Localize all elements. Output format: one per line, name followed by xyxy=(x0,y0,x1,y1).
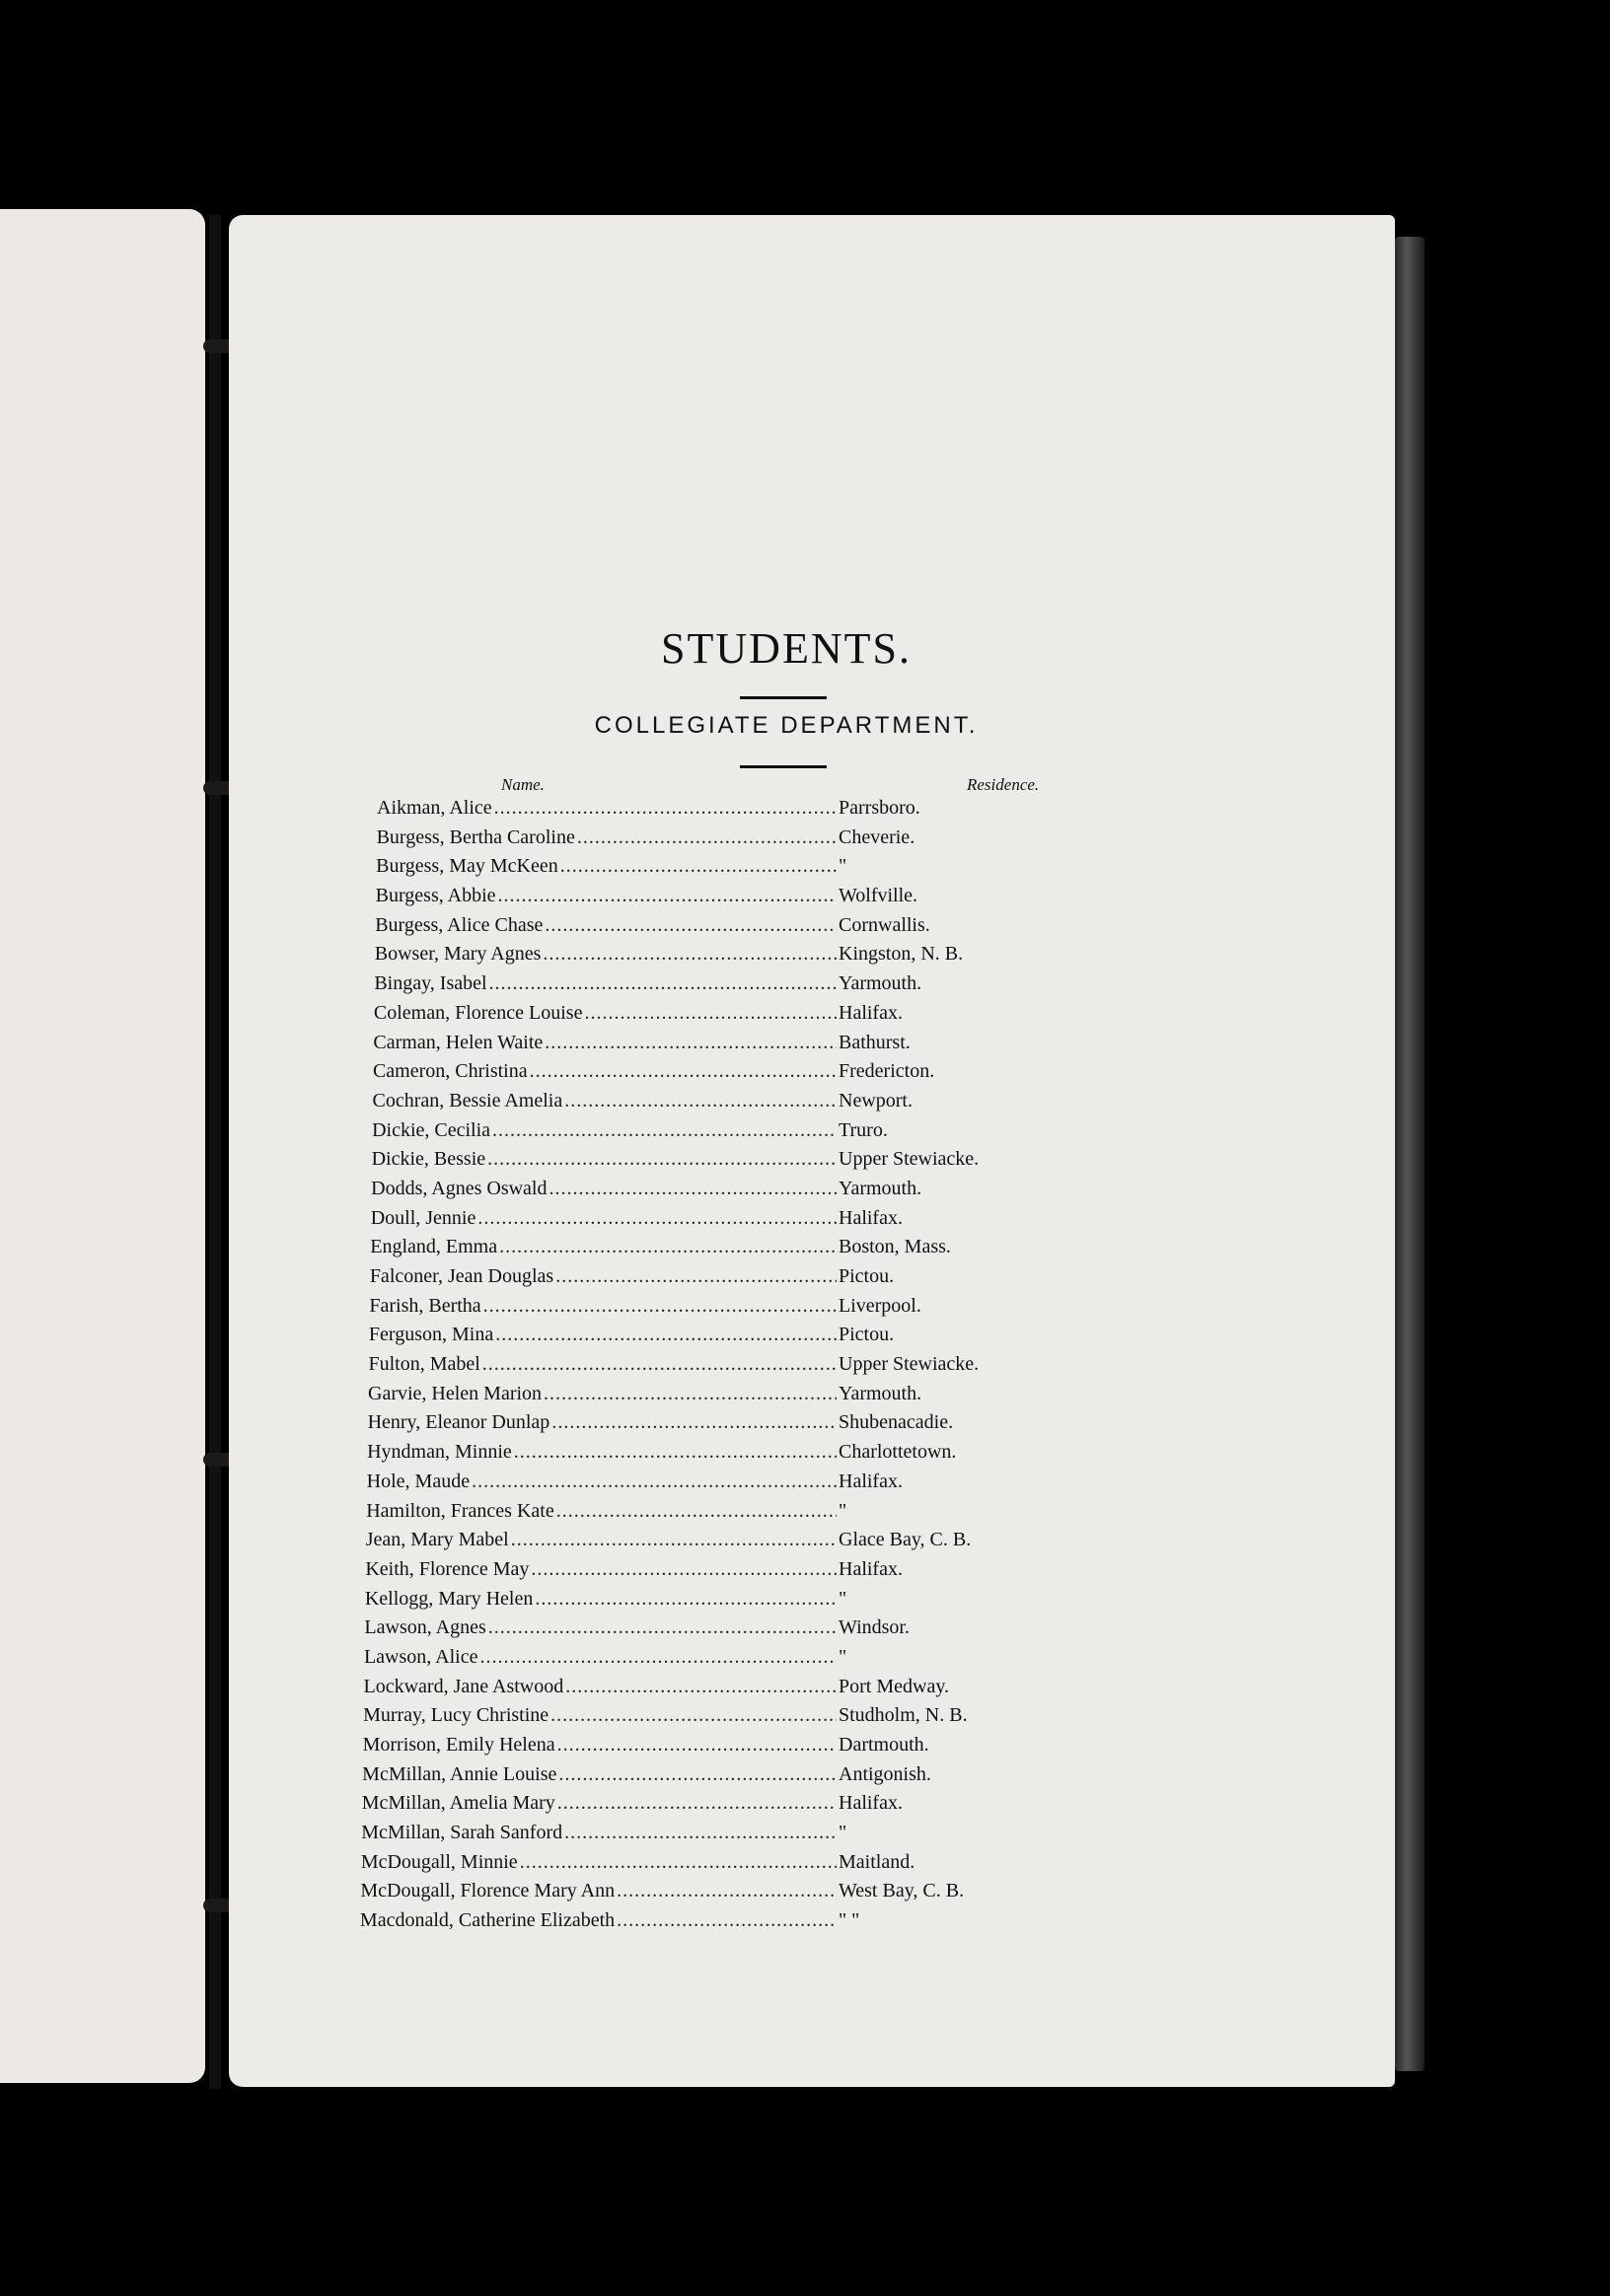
list-item xyxy=(370,1236,1067,1265)
student-name: Farish, Bertha xyxy=(369,1294,481,1317)
student-residence: Shubenacadie. xyxy=(839,1411,954,1434)
student-name: Burgess, May McKeen xyxy=(376,855,558,878)
student-residence: Parrsboro. xyxy=(839,797,920,819)
list-item xyxy=(364,1646,1067,1676)
student-name: Jean, Mary Mabel xyxy=(365,1529,509,1551)
list-item xyxy=(370,1265,1067,1295)
dot-leader xyxy=(584,1002,837,1025)
student-name: Fulton, Mabel xyxy=(368,1353,480,1376)
dot-leader xyxy=(555,1265,837,1288)
student-residence: Fredericton. xyxy=(839,1060,935,1083)
dot-leader xyxy=(495,1324,837,1346)
student-name: McMillan, Amelia Mary xyxy=(361,1792,555,1815)
student-residence: " " xyxy=(839,1909,860,1932)
name-column-header: Name. xyxy=(501,775,545,794)
list-item xyxy=(364,1616,1067,1646)
student-residence: Halifax. xyxy=(839,1557,903,1580)
dot-leader xyxy=(565,1676,837,1698)
dot-leader xyxy=(520,1851,837,1874)
dot-leader xyxy=(551,1411,837,1434)
dot-leader xyxy=(535,1588,837,1611)
list-item xyxy=(375,914,1067,944)
student-name: Doull, Jennie xyxy=(370,1206,476,1229)
page-edge-stack xyxy=(1395,237,1425,2071)
student-residence: West Bay, C. B. xyxy=(839,1880,965,1902)
dot-leader xyxy=(483,1295,837,1318)
dot-leader xyxy=(477,1207,837,1230)
student-residence: " xyxy=(839,1587,847,1610)
dot-leader xyxy=(550,1704,837,1727)
student-name: Burgess, Alice Chase xyxy=(375,913,544,936)
list-item xyxy=(368,1411,1067,1441)
student-name: Burgess, Bertha Caroline xyxy=(376,825,575,848)
dot-leader xyxy=(558,1763,837,1786)
list-item xyxy=(364,1676,1068,1705)
student-name: Hyndman, Minnie xyxy=(367,1441,512,1464)
list-item xyxy=(363,1704,1067,1734)
dot-leader xyxy=(530,1060,837,1083)
student-name: Kellogg, Mary Helen xyxy=(364,1587,534,1610)
list-item xyxy=(361,1851,1067,1881)
student-list xyxy=(359,797,1067,1939)
student-residence: " xyxy=(839,1499,847,1522)
dot-leader xyxy=(543,943,837,966)
student-name: Hamilton, Frances Kate xyxy=(366,1499,554,1522)
student-name: Lawson, Agnes xyxy=(364,1616,486,1639)
student-residence: Charlottetown. xyxy=(839,1441,957,1464)
list-item xyxy=(361,1822,1067,1851)
student-residence: Halifax. xyxy=(839,1001,903,1024)
list-item xyxy=(363,1734,1067,1763)
dot-leader xyxy=(492,1119,837,1142)
list-item xyxy=(372,1119,1067,1149)
student-residence: Windsor. xyxy=(839,1616,910,1639)
student-residence: Truro. xyxy=(839,1118,888,1141)
student-residence: Kingston, N. B. xyxy=(839,943,964,966)
list-item xyxy=(369,1324,1067,1353)
list-item xyxy=(368,1353,1067,1383)
dot-leader xyxy=(494,797,837,820)
title-rule xyxy=(740,696,827,699)
dot-leader xyxy=(556,1500,837,1523)
list-item xyxy=(374,1002,1067,1032)
student-name: Cameron, Christina xyxy=(372,1060,528,1083)
student-residence: Wolfville. xyxy=(839,885,918,907)
student-name: Garvie, Helen Marion xyxy=(368,1382,543,1404)
student-residence: Dartmouth. xyxy=(839,1734,929,1756)
dot-leader xyxy=(531,1558,837,1581)
list-item xyxy=(376,855,1067,885)
student-residence: Cornwallis. xyxy=(839,913,930,936)
student-name: Dickie, Bessie xyxy=(371,1148,486,1171)
dot-leader xyxy=(577,826,837,849)
student-name: Dodds, Agnes Oswald xyxy=(371,1177,548,1199)
dot-leader xyxy=(482,1353,837,1376)
dot-leader xyxy=(549,1178,838,1200)
student-name: Hole, Maude xyxy=(366,1470,471,1492)
student-name: Ferguson, Mina xyxy=(368,1324,494,1346)
student-name: England, Emma xyxy=(370,1236,498,1258)
list-item xyxy=(360,1909,1067,1939)
page-title: STUDENTS. xyxy=(661,624,912,673)
student-name: Carman, Helen Waite xyxy=(373,1031,544,1053)
student-name: Dickie, Cecilia xyxy=(372,1118,491,1141)
student-residence: Yarmouth. xyxy=(839,972,922,995)
department-rule xyxy=(740,765,827,768)
dot-leader xyxy=(564,1822,837,1844)
student-residence: Cheverie. xyxy=(839,825,915,848)
student-name: McDougall, Minnie xyxy=(360,1850,518,1873)
student-residence: " xyxy=(839,1822,847,1844)
dot-leader xyxy=(544,1383,837,1405)
student-name: Bowser, Mary Agnes xyxy=(374,943,542,966)
student-name: Lawson, Alice xyxy=(363,1645,478,1668)
student-name: Aikman, Alice xyxy=(377,797,492,819)
dot-leader xyxy=(472,1471,837,1493)
student-residence: Boston, Mass. xyxy=(839,1236,951,1258)
student-name: Lockward, Jane Astwood xyxy=(363,1675,564,1697)
student-name: Morrison, Emily Helena xyxy=(362,1734,555,1756)
list-item xyxy=(375,943,1067,972)
student-name: Burgess, Abbie xyxy=(375,885,496,907)
list-item xyxy=(371,1178,1067,1207)
list-item xyxy=(373,1032,1067,1061)
student-residence: " xyxy=(839,855,847,878)
list-item xyxy=(371,1207,1067,1237)
student-residence: Upper Stewiacke. xyxy=(839,1353,980,1376)
residence-column-header: Residence. xyxy=(967,775,1040,794)
dot-leader xyxy=(488,1616,837,1639)
student-residence: Liverpool. xyxy=(839,1294,921,1317)
list-item xyxy=(367,1441,1067,1471)
list-item xyxy=(377,797,1067,826)
student-name: McMillan, Annie Louise xyxy=(362,1762,557,1785)
list-item xyxy=(365,1588,1067,1617)
student-residence: Glace Bay, C. B. xyxy=(839,1529,972,1551)
list-item xyxy=(366,1529,1067,1558)
list-item xyxy=(366,1500,1067,1530)
student-name: McDougall, Florence Mary Ann xyxy=(360,1880,616,1902)
dot-leader xyxy=(479,1646,837,1669)
dot-leader xyxy=(514,1441,837,1464)
dot-leader xyxy=(545,1032,837,1054)
dot-leader xyxy=(557,1792,837,1815)
dot-leader xyxy=(511,1529,837,1551)
dot-leader xyxy=(489,972,837,995)
student-residence: " xyxy=(839,1645,847,1668)
dot-leader xyxy=(617,1880,837,1902)
student-name: Coleman, Florence Louise xyxy=(373,1001,583,1024)
dot-leader xyxy=(545,914,837,937)
student-residence: Yarmouth. xyxy=(839,1177,922,1199)
list-item xyxy=(377,826,1067,856)
list-item xyxy=(360,1880,1067,1909)
list-item xyxy=(372,1148,1067,1178)
dot-leader xyxy=(498,885,837,907)
binding-spine xyxy=(209,215,221,2089)
student-residence: Studholm, N. B. xyxy=(839,1704,968,1727)
list-item xyxy=(369,1295,1067,1325)
list-item xyxy=(362,1792,1067,1822)
student-name: McMillan, Sarah Sanford xyxy=(361,1822,563,1844)
dot-leader xyxy=(617,1909,837,1932)
left-page xyxy=(0,209,205,2083)
dot-leader xyxy=(557,1734,837,1757)
list-item xyxy=(373,1060,1067,1090)
list-item xyxy=(376,885,1067,914)
student-residence: Pictou. xyxy=(839,1324,895,1346)
dot-leader xyxy=(499,1236,837,1258)
list-item xyxy=(374,972,1067,1002)
student-name: Cochran, Bessie Amelia xyxy=(372,1089,563,1112)
student-residence: Upper Stewiacke. xyxy=(839,1148,980,1171)
student-residence: Maitland. xyxy=(839,1850,915,1873)
student-name: Bingay, Isabel xyxy=(374,972,487,995)
student-residence: Newport. xyxy=(839,1089,913,1112)
student-residence: Yarmouth. xyxy=(839,1382,922,1404)
student-residence: Antigonish. xyxy=(839,1762,931,1785)
department-heading: COLLEGIATE DEPARTMENT. xyxy=(594,712,979,739)
student-residence: Halifax. xyxy=(839,1206,903,1229)
list-item xyxy=(373,1090,1068,1119)
student-name: Henry, Eleanor Dunlap xyxy=(367,1411,550,1434)
student-name: Falconer, Jean Douglas xyxy=(369,1265,554,1287)
student-residence: Halifax. xyxy=(839,1792,903,1815)
student-name: Macdonald, Catherine Elizabeth xyxy=(359,1909,616,1932)
list-item xyxy=(362,1763,1067,1793)
list-item xyxy=(367,1471,1067,1500)
student-name: Keith, Florence May xyxy=(365,1557,530,1580)
student-residence: Halifax. xyxy=(839,1470,903,1492)
student-residence: Pictou. xyxy=(839,1265,895,1287)
student-residence: Port Medway. xyxy=(839,1675,950,1697)
list-item xyxy=(365,1558,1067,1588)
dot-leader xyxy=(560,855,837,878)
student-name: Murray, Lucy Christine xyxy=(363,1704,549,1727)
student-residence: Bathurst. xyxy=(839,1031,911,1053)
dot-leader xyxy=(487,1148,837,1171)
list-item xyxy=(368,1383,1067,1412)
dot-leader xyxy=(564,1090,837,1112)
